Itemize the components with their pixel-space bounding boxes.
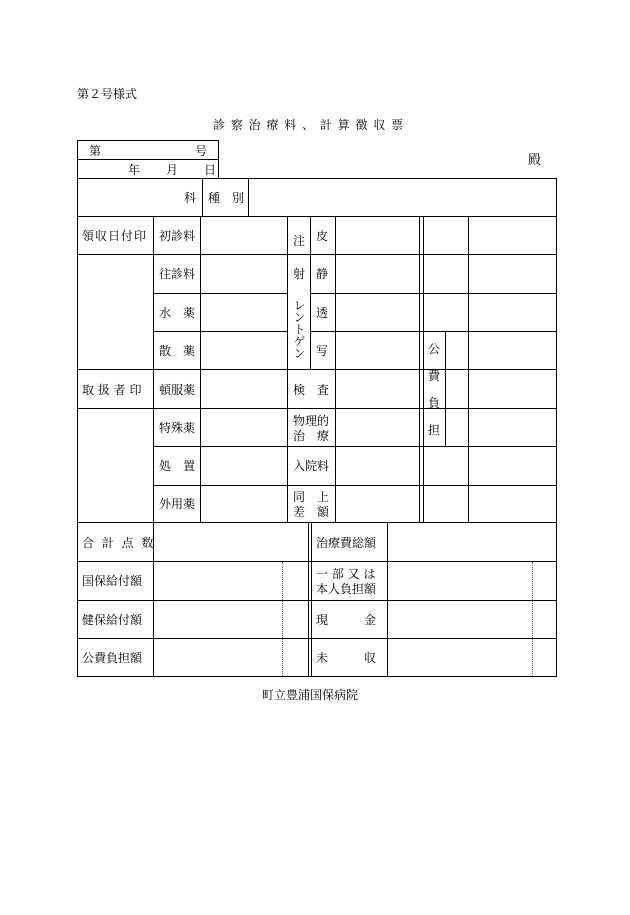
item-tokushuyaku: 特殊薬 <box>159 421 196 435</box>
sha-label: 写 <box>316 344 329 358</box>
document-title: 診 察 治 療 料 、 計 算 徴 収 票 <box>213 118 405 132</box>
hospital-name: 町立豊浦国保病院 <box>262 688 359 702</box>
item-gaiyoyaku: 外用薬 <box>159 497 196 511</box>
health-insurance-label: 健保給付額 <box>82 613 143 627</box>
dono-label: 殿 <box>528 153 542 168</box>
partial-burden-label-1: 一 部 又 は <box>316 567 376 581</box>
form-number: 第２号様式 <box>77 87 138 101</box>
dojo-label-2: 差 額 <box>293 505 330 519</box>
kohi-char-3: 負 <box>428 396 441 410</box>
kohi-char-4: 担 <box>428 423 441 437</box>
item-tonpukuyaku: 頓服薬 <box>159 383 196 397</box>
item-sanyaku: 散 薬 <box>159 344 196 358</box>
chusha-label-2: 射 <box>293 267 306 281</box>
item-shochi: 処 置 <box>159 459 196 473</box>
partial-burden-label-2: 本人負担額 <box>316 582 377 596</box>
cash-label: 現 金 <box>316 613 377 627</box>
total-fee-label: 治療費総額 <box>316 536 377 550</box>
day-label: 日 <box>204 163 217 177</box>
chusha-label-1: 注 <box>293 234 306 248</box>
unpaid-label: 未 収 <box>316 651 377 665</box>
go-label: 号 <box>195 144 208 158</box>
receipt-stamp-label: 領収日付印 <box>82 229 148 243</box>
year-label: 年 <box>128 163 141 177</box>
item-oshinryo: 往診料 <box>159 267 196 281</box>
rentogen-label: レントゲン <box>292 299 306 359</box>
national-insurance-label: 国保給付額 <box>82 574 143 588</box>
month-label: 月 <box>166 163 179 177</box>
kensa-label: 検 査 <box>293 383 330 397</box>
dai-label: 第 <box>89 144 102 158</box>
ko-label: 皮 <box>316 229 329 243</box>
item-shoshinryo: 初診料 <box>159 229 196 243</box>
item-suiyaku: 水 薬 <box>159 306 196 320</box>
jo-label: 静 <box>316 267 329 281</box>
to-label: 透 <box>316 306 329 320</box>
public-burden-label: 公費負担額 <box>82 651 143 665</box>
dojo-label-1: 同 上 <box>293 490 330 504</box>
kohi-char-1: 公 <box>428 342 441 356</box>
total-points-label: 合 計 点 数 <box>82 536 156 550</box>
handler-stamp-label: 取 扱 者 印 <box>82 383 142 397</box>
butsuri-label-2: 治 療 <box>293 429 330 443</box>
kohi-char-2: 費 <box>428 369 441 383</box>
shubetsu-label: 種 別 <box>208 191 245 205</box>
ka-label: 科 <box>184 191 197 205</box>
butsuri-label-1: 物理的 <box>293 414 330 428</box>
nyuin-label: 入院料 <box>293 459 330 473</box>
